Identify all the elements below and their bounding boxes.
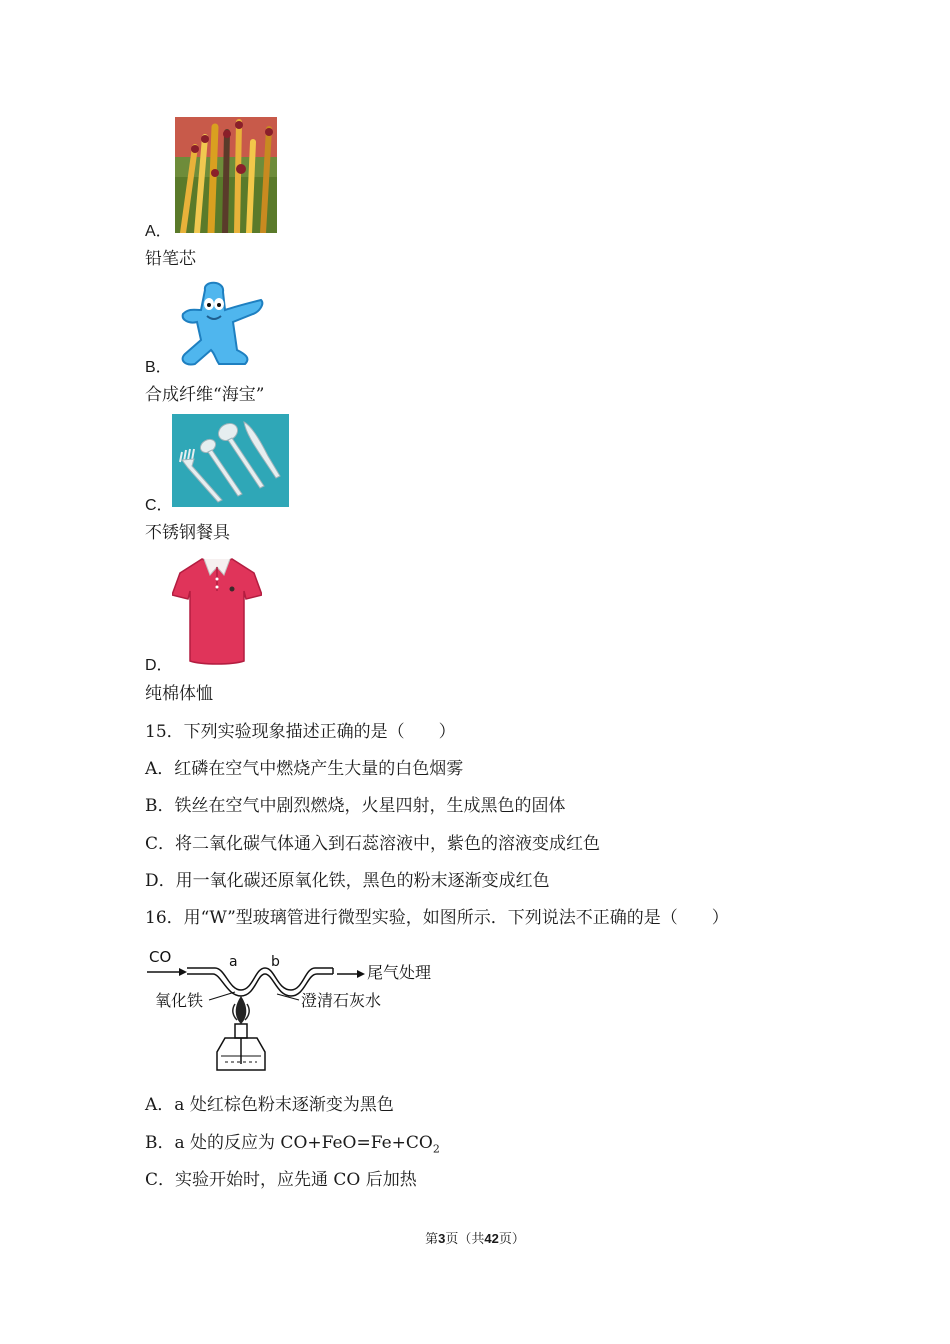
q14-option-a-letter: A． <box>145 223 172 240</box>
label-limewater: 澄清石灰水 <box>301 991 382 1010</box>
q14-option-c-letter: C． <box>145 497 173 514</box>
haibao-mascot-image <box>175 280 265 368</box>
cutlery-image <box>172 414 289 507</box>
q14-option-a-caption: 铅笔芯 <box>145 249 196 269</box>
q16-option-a: A．a 处红棕色粉末逐渐变为黑色 <box>145 1095 394 1115</box>
q15-option-b: B．铁丝在空气中剧烈燃烧，火星四射，生成黑色的固体 <box>145 796 566 816</box>
q16-option-b-text: B．a 处的反应为 CO+FeO=Fe+CO <box>145 1133 433 1153</box>
q15-option-d: D．用一氧化碳还原氧化铁，黑色的粉末逐渐变成红色 <box>145 871 550 891</box>
footer-total-pages: 42 <box>484 1231 499 1246</box>
tshirt-image <box>172 555 262 667</box>
label-b: b <box>271 954 280 970</box>
q14-option-b-letter: B． <box>145 359 172 376</box>
w-tube-diagram <box>145 944 445 1076</box>
footer-page-number: 3 <box>438 1231 446 1246</box>
page-footer <box>0 1228 950 1247</box>
label-iron-oxide: 氧化铁 <box>155 991 204 1010</box>
q14-option-d-caption: 纯棉体恤 <box>145 684 213 704</box>
q16-stem: 16．用“W”型玻璃管进行微型实验，如图所示．下列说法不正确的是（ ） <box>145 908 729 928</box>
footer-prefix: 第 <box>425 1232 439 1247</box>
q16-option-c: C．实验开始时，应先通 CO 后加热 <box>145 1170 417 1190</box>
q15-option-a: A．红磷在空气中燃烧产生大量的白色烟雾 <box>145 759 464 779</box>
q15-option-c: C．将二氧化碳气体通入到石蕊溶液中，紫色的溶液变成红色 <box>145 834 601 854</box>
q16-option-b-subscript: 2 <box>432 1142 440 1156</box>
q14-option-d-letter: D． <box>145 657 173 674</box>
q15-stem: 15．下列实验现象描述正确的是（ ） <box>145 722 456 742</box>
label-exhaust: 尾气处理 <box>367 963 432 982</box>
footer-suffix: 页） <box>498 1232 525 1247</box>
q14-option-c-caption: 不锈钢餐具 <box>145 523 230 543</box>
q14-option-b-caption: 合成纤维“海宝” <box>145 385 265 405</box>
footer-middle: 页（共 <box>445 1232 485 1247</box>
label-co: CO <box>149 948 172 966</box>
q16-option-b <box>145 1132 440 1160</box>
pencils-image <box>175 117 277 233</box>
label-a: a <box>229 954 238 970</box>
